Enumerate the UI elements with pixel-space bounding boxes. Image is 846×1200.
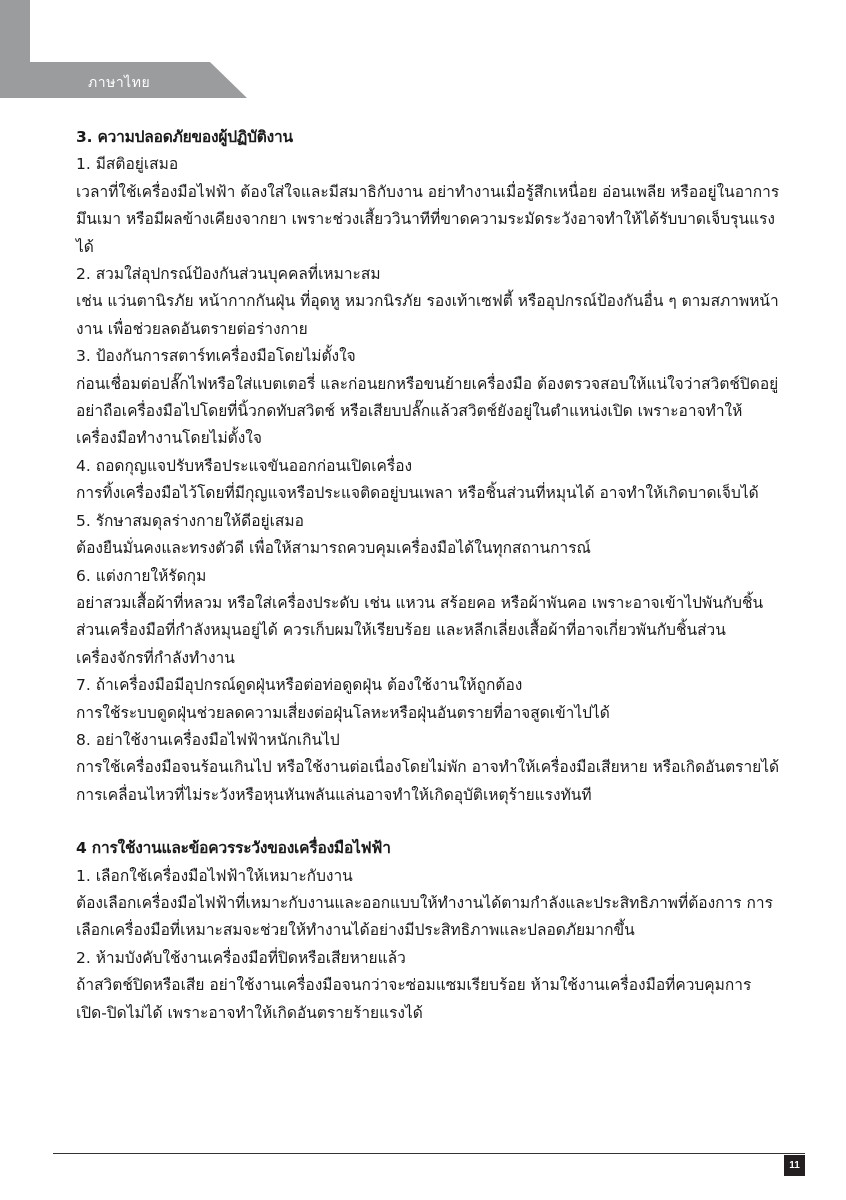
item-title: 3. ป้องกันการสตาร์ทเครื่องมือโดยไม่ตั้งใจ [76, 347, 356, 366]
item-body: เวลาที่ใช้เครื่องมือไฟฟ้า ต้องใส่ใจและมีสมาธิกับงาน อย่าทำงานเมื่อรู้สึกเหนื่อย อ่อนเพลีย หรืออยู่ในอาการมึนเมา หรือมีผลข้างเคียงจากยา เพราะช่วงเสี้ยววินาทีที่ขาดความระมัดระวังอาจทำให้ได้รับบาดเจ็บรุนแรงได้ [76, 182, 780, 256]
item-title: 5. รักษาสมดุลร่างกายให้ดีอยู่เสมอ [76, 511, 304, 530]
footer-divider [53, 1153, 805, 1154]
item-title: 8. อย่าใช้งานเครื่องมือไฟฟ้าหนักเกินไป [76, 730, 340, 749]
item-body: ก่อนเชื่อมต่อปลั๊กไฟหรือใส่แบตเตอรี่ และก่อนยกหรือขนย้ายเครื่องมือ ต้องตรวจสอบให้แน่ใจว่าสวิตช์ปิดอยู่ อย่าถือเครื่องมือไปโดยที่นิ้วกดทับสวิตช์ หรือเสียบปลั๊กแล้วสวิตช์ยังอยู่ในตำแหน่งเปิด เพราะอาจทำให้เครื่องมือทำงานโดยไม่ตั้งใจ [76, 374, 779, 448]
item-body: การใช้เครื่องมือจนร้อนเกินไป หรือใช้งานต่อเนื่องโดยไม่พัก อาจทำให้เครื่องมือเสียหาย หรือเกิดอันตรายได้ การเคลื่อนไหวที่ไม่ระวังหรือหุนหันพลันแล่นอาจทำให้เกิดอุบัติเหตุร้ายแรงทันที [76, 758, 780, 804]
section-spacer [76, 809, 782, 835]
section-safety [76, 124, 782, 809]
item-body: การใช้ระบบดูดฝุ่นช่วยลดความเสี่ยงต่อฝุ่นโลหะหรือฝุ่นอันตรายที่อาจสูดเข้าไปได้ [76, 703, 610, 722]
item-body: ต้องยืนมั่นคงและทรงตัวดี เพื่อให้สามารถควบคุมเครื่องมือได้ในทุกสถานการณ์ [76, 539, 591, 558]
section-title: 3. ความปลอดภัยของผู้ปฏิบัติงาน [76, 128, 293, 146]
item-body: ต้องเลือกเครื่องมือไฟฟ้าที่เหมาะกับงานและออกแบบให้ทำงานได้ตามกำลังและประสิทธิภาพที่ต้องการ การเลือกเครื่องมือที่เหมาะสมจะช่วยให้ทำงานได้อย่างมีประสิทธิภาพและปลอดภัยมากขึ้น [76, 893, 773, 940]
item-title: 1. มีสติอยู่เสมอ [76, 155, 179, 174]
item-body: ถ้าสวิตช์ปิดหรือเสีย อย่าใช้งานเครื่องมือจนกว่าจะซ่อมแซมเรียบร้อย ห้ามใช้งานเครื่องมือที่ควบคุมการเปิด-ปิดไม่ได้ เพราะอาจทำให้เกิดอันตรายร้ายแรงได้ [76, 976, 752, 1022]
section-title: 4 การใช้งานและข้อควรระวังของเครื่องมือไฟฟ้า [76, 839, 391, 858]
language-label: ภาษาไทย [88, 75, 151, 91]
language-tab [0, 0, 260, 98]
item-title: 6. แต่งกายให้รัดกุม [76, 566, 207, 585]
item-title: 2. ห้ามบังคับใช้งานเครื่องมือที่ปิดหรือเสียหายแล้ว [76, 948, 406, 967]
page-number: 11 [784, 1155, 805, 1176]
item-body: เช่น แว่นตานิรภัย หน้ากากกันฝุ่น ที่อุดหู หมวกนิรภัย รองเท้าเซฟตี้ หรืออุปกรณ์ป้องกันอื่น ๆ ตามสภาพหน้างาน เพื่อช่วยลดอันตรายต่อร่างกาย [76, 292, 779, 338]
item-body: การทิ้งเครื่องมือไว้โดยที่มีกุญแจหรือประแจติดอยู่บนเพลา หรือชิ้นส่วนที่หมุนได้ อาจทำให้เกิดบาดเจ็บได้ [76, 484, 759, 503]
section-usage [76, 835, 782, 1027]
item-title: 1. เลือกใช้เครื่องมือไฟฟ้าให้เหมาะกับงาน [76, 866, 353, 885]
document-body [76, 124, 782, 1027]
item-title: 4. ถอดกุญแจปรับหรือประแจขันออกก่อนเปิดเครื่อง [76, 456, 413, 475]
item-title: 2. สวมใส่อุปกรณ์ป้องกันส่วนบุคคลที่เหมาะสม [76, 265, 381, 284]
item-title: 7. ถ้าเครื่องมือมีอุปกรณ์ดูดฝุ่นหรือต่อท่อดูดฝุ่น ต้องใช้งานให้ถูกต้อง [76, 676, 523, 695]
item-body: อย่าสวมเสื้อผ้าที่หลวม หรือใส่เครื่องประดับ เช่น แหวน สร้อยคอ หรือผ้าพันคอ เพราะอาจเข้าไปพันกับชิ้นส่วนเครื่องมือที่กำลังหมุนอยู่ได้ ควรเก็บผมให้เรียบร้อย และหลีกเลี่ยงเสื้อผ้าที่อาจเกี่ยวพันกับชิ้นส่วนเครื่องจักรที่กำลังทำงาน [76, 593, 764, 667]
